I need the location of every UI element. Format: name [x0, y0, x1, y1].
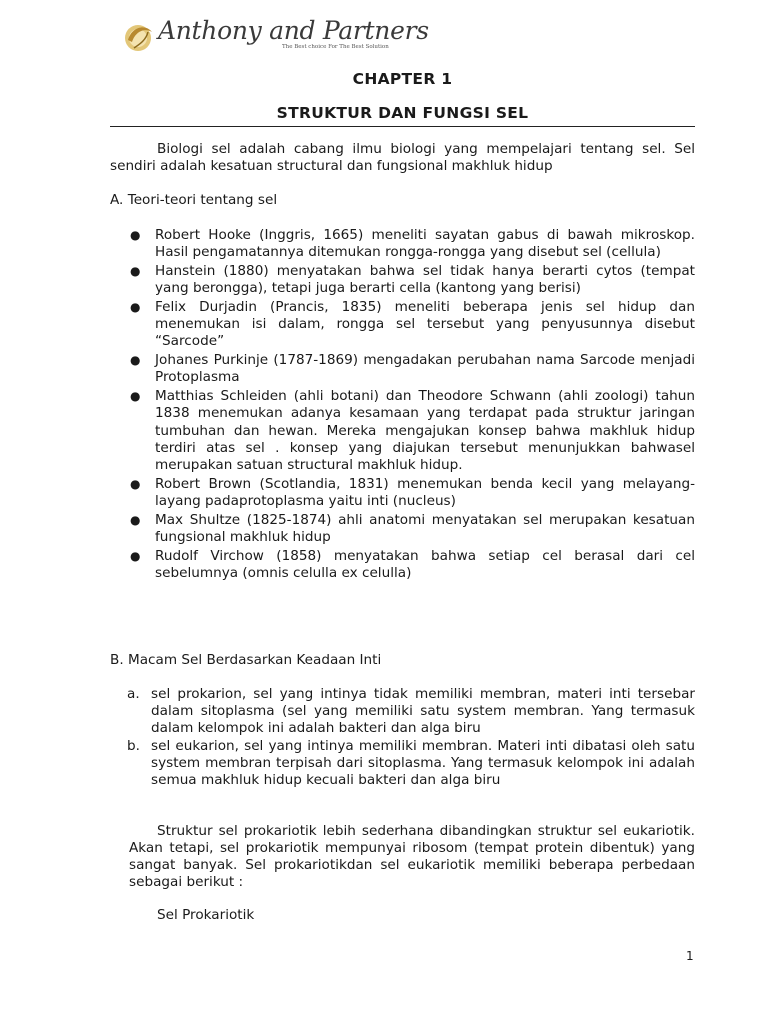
chapter-number: CHAPTER 1 — [352, 70, 453, 88]
logo-tagline: The Best choice For The Best Solution — [282, 44, 389, 50]
subheading-prokariotik: Sel Prokariotik — [157, 907, 255, 923]
list-item: ● Hanstein (1880) menyatakan bahwa sel tidak hanya berarti cytos (tempat yang berongga), tetapi juga berarti cella (kantong yang berisi) — [130, 263, 695, 297]
company-logo — [122, 16, 429, 60]
page-number: 1 — [686, 949, 694, 963]
list-item: b. sel eukarion, sel yang intinya memiliki membran. Materi inti dibatasi oleh satu system membran terpisah dari sitoplasma. Yang termasuk kelompok ini adalah semua makhluk hidup kecuali bakteri dan alga biru — [127, 737, 695, 789]
logo-name: Anthony and Partners — [158, 16, 429, 45]
comparison-paragraph: Struktur sel prokariotik lebih sederhana dibandingkan struktur sel eukariotik. Akan tetapi, sel prokariotik mempunyai ribosom (tempat protein dibentuk) yang sangat banyak. Sel prokariotikdan sel eukariotik memiliki beberapa perbedaan sebagai berikut : — [129, 823, 695, 890]
list-item: ● Robert Brown (Scotlandia, 1831) menemukan benda kecil yang melayang-layang padaprotoplasma yaitu inti (nucleus) — [130, 475, 695, 510]
theory-list — [110, 227, 695, 584]
list-item: ● Robert Hooke (Inggris, 1665) meneliti sayatan gabus di bawah mikroskop. Hasil pengamatannya ditemukan rongga-rongga yang disebut sel (cellula) — [130, 227, 695, 261]
section-b-heading: B. Macam Sel Berdasarkan Keadaan Inti — [110, 652, 382, 668]
list-item: ● Max Shultze (1825-1874) ahli anatomi menyatakan sel merupakan kesatuan fungsional makhluk hidup — [130, 511, 695, 546]
cell-type-list — [110, 686, 695, 789]
chapter-title: STRUKTUR DAN FUNGSI SEL — [276, 104, 529, 122]
list-item: ● Rudolf Virchow (1858) menyatakan bahwa setiap cel berasal dari cel sebelumnya (omnis celulla ex celulla) — [130, 547, 695, 582]
intro-paragraph: Biologi sel adalah cabang ilmu biologi yang mempelajari tentang sel. Sel sendiri adalah kesatuan structural dan fungsional makhluk hidup — [110, 141, 695, 174]
list-item: ● Felix Durjadin (Prancis, 1835) meneliti beberapa jenis sel hidup dan menemukan isi dalam, rongga sel tersebut yang penyusunnya disebut “Sarcode” — [130, 299, 695, 350]
list-item: ● Johanes Purkinje (1787-1869) mengadakan perubahan nama Sarcode menjadi Protoplasma — [130, 352, 695, 386]
logo-swirl-icon — [122, 18, 158, 54]
title-divider — [110, 126, 695, 127]
list-item: ● Matthias Schleiden (ahli botani) dan Theodore Schwann (ahli zoologi) tahun 1838 menemukan adanya kesamaan yang terdapat pada struktur jaringan tumbuhan dan hewan. Mereka mengajukan konsep bahwa makhluk hidup terdiri atas sel . konsep yang diajukan tersebut menunjukkan bahwasel merupakan satuan structural makhluk hidup. — [130, 388, 695, 474]
section-a-heading: A. Teori-teori tentang sel — [110, 192, 278, 208]
list-item: a. sel prokarion, sel yang intinya tidak memiliki membran, materi inti tersebar dalam sitoplasma (sel yang memiliki satu system membran. Yang termasuk dalam kelompok ini adalah bakteri dan alga biru — [127, 686, 695, 737]
